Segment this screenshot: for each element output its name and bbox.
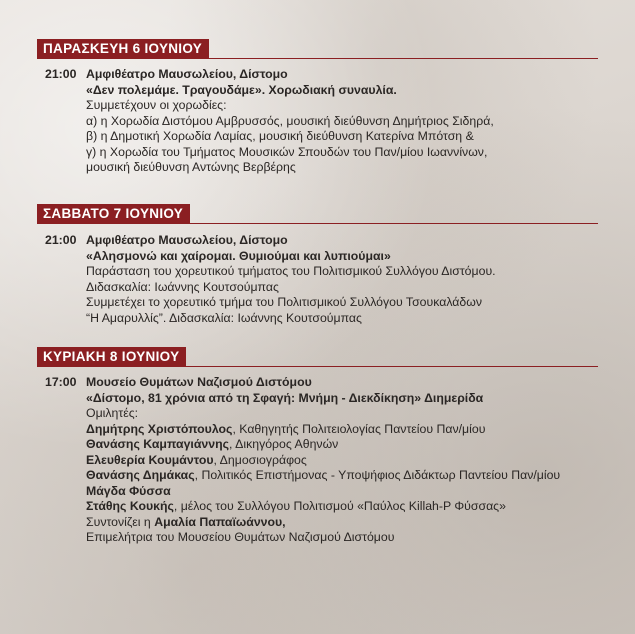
speaker-line (86, 499, 615, 515)
event-title: «Δεν πολεμάμε. Τραγουδάμε». Χορωδιακή συναυλία. (86, 82, 397, 97)
speaker-line (86, 468, 615, 484)
speaker-role: , μέλος του Συλλόγου Πολιτισμού «Παύλος Killah-P Φύσσας» (173, 499, 506, 513)
event-line: α) η Χορωδία Διστόμου Αμβρυσσός, μουσική διεύθυνση Δημήτριος Σιδηρά, (86, 113, 494, 128)
event-title: «Αλησμονώ και χαίρομαι. Θυμιούμαι και λυπιούμαι» (86, 248, 391, 263)
event-venue: Αμφιθέατρο Μαυσωλείου, Δίστομο (86, 67, 288, 81)
event-details (86, 233, 615, 326)
speaker-name: Μάγδα Φύσσα (86, 483, 171, 498)
day-header-friday: ΠΑΡΑΣΚΕΥΗ 6 ΙΟΥΝΙΟΥ (37, 39, 209, 58)
event-line: Παράσταση του χορευτικού τμήματος του Πολιτισμικού Συλλόγου Διστόμου. (86, 264, 496, 278)
speaker-name: Στάθης Κουκής (86, 499, 174, 513)
moderator-prefix: Συντονίζει η (86, 514, 155, 529)
event-title: «Δίστομο, 81 χρόνια από τη Σφαγή: Μνήμη - Διεκδίκηση» Διημερίδα (86, 390, 484, 405)
speaker-role: , Δημοσιογράφος (213, 452, 307, 467)
event-line: γ) η Χορωδία του Τμήματος Μουσικών Σπουδών του Παν/μίου Ιωαννίνων, (86, 144, 488, 159)
speaker-line (86, 453, 615, 469)
header-rule (37, 366, 598, 367)
event-line: Διδασκαλία: Ιωάννης Κουτσούμπας (86, 279, 279, 294)
event-time: 17:00 (45, 375, 77, 389)
moderator-role: Επιμελήτρια του Μουσείου Θυμάτων Ναζισμού Διστόμου (86, 530, 395, 544)
speaker-role: , Πολιτικός Επιστήμονας - Υποψήφιος Διδάκτωρ Παντείου Παν/μίου (194, 468, 561, 482)
speaker-role: , Καθηγητής Πολιτειολογίας Παντείου Παν/μίου (232, 421, 486, 436)
event-time: 21:00 (45, 67, 77, 81)
moderator-line (86, 515, 615, 531)
speaker-name: Ελευθερία Κουμάντου (86, 452, 214, 467)
speaker-line (86, 437, 615, 453)
speaker-name: Θανάσης Δημάκας (86, 468, 195, 482)
event-line: Συμμετέχουν οι χορωδίες: (86, 98, 227, 112)
speakers-label: Ομιλητές: (86, 406, 139, 420)
moderator-name: Αμαλία Παπαϊωάννου, (154, 514, 286, 529)
event-details (86, 67, 615, 176)
header-rule (37, 58, 598, 59)
event-line: μουσική διεύθυνση Αντώνης Βερβέρης (86, 160, 296, 174)
speaker-name: Δημήτρης Χριστόπουλος (86, 421, 233, 436)
event-line: Συμμετέχει το χορευτικό τμήμα του Πολιτισμικού Συλλόγου Τσουκαλάδων (86, 295, 483, 309)
day-header-saturday: ΣΑΒΒΑΤΟ 7 ΙΟΥΝΙΟΥ (37, 204, 190, 223)
event-line: “Η Αμαρυλλίς”. Διδασκαλία: Ιωάννης Κουτσούμπας (86, 310, 362, 325)
day-header-sunday: ΚΥΡΙΑΚΗ 8 ΙΟΥΝΙΟΥ (37, 347, 186, 366)
event-venue: Αμφιθέατρο Μαυσωλείου, Δίστομο (86, 233, 288, 247)
speaker-line (86, 484, 615, 500)
event-line: β) η Δημοτική Χορωδία Λαμίας, μουσική διεύθυνση Κατερίνα Μπότση & (86, 129, 474, 143)
event-venue: Μουσείο Θυμάτων Ναζισμού Διστόμου (86, 375, 312, 389)
event-details (86, 375, 615, 546)
speaker-name: Θανάσης Καμπαγιάννης (86, 437, 229, 451)
header-rule (37, 223, 598, 224)
speaker-role: , Δικηγόρος Αθηνών (228, 437, 339, 451)
event-time: 21:00 (45, 233, 77, 247)
speaker-line (86, 422, 615, 438)
